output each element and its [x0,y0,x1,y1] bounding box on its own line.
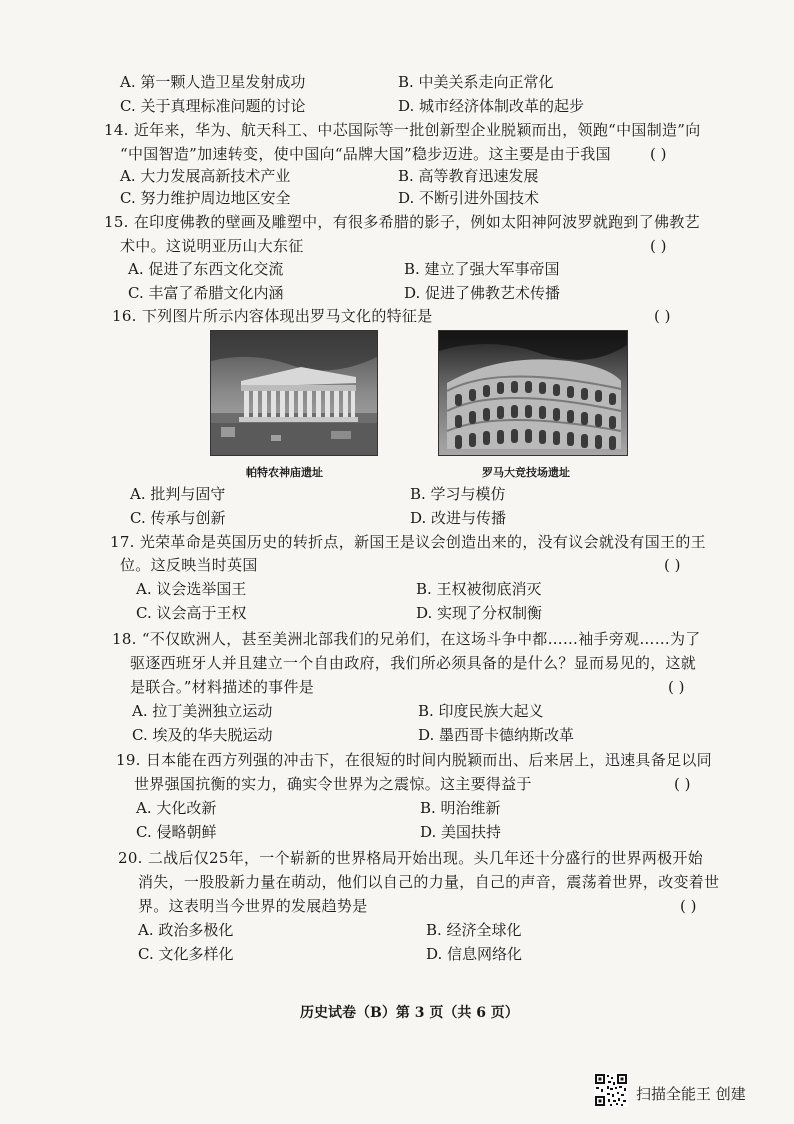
q17-answer-paren: ( ) [664,556,681,574]
q18-option-c: C. 埃及的华夫脱运动 [132,726,273,744]
q20-stem-line2: 消失，一股股新力量在萌动，他们以自己的力量，自己的声音，震荡着世界，改变着世 [138,873,720,891]
q15-stem-line2: 术中。这说明亚历山大东征 [120,237,304,255]
q18-answer-paren: ( ) [668,678,685,696]
q19-option-d: D. 美国扶持 [420,823,502,841]
q14-option-d: D. 不断引进外国技术 [398,189,540,207]
q16-option-a: A. 批判与固守 [130,485,226,503]
q17-option-a: A. 议会选举国王 [136,580,247,598]
q16-option-c: C. 传承与创新 [130,509,226,527]
q16-stem-line1: 16. 下列图片所示内容体现出罗马文化的特征是 [112,307,433,325]
q18-stem-line1: 18. “不仅欧洲人，甚至美洲北部我们的兄弟们，在这场斗争中都……袖手旁观……为了 [112,630,701,648]
q20-option-a: A. 政治多极化 [138,921,234,939]
q14-option-a: A. 大力发展高新技术产业 [120,167,291,185]
q19-stem-line2: 世界强国抗衡的实力，确实令世界为之震惊。这主要得益于 [134,775,532,793]
q15-stem-line1: 15. 在印度佛教的壁画及雕塑中，有很多希腊的影子，例如太阳神阿波罗就跑到了佛教艺 [104,213,700,231]
q16-option-d: D. 改进与传播 [410,509,507,527]
parthenon-illustration [211,331,377,455]
q19-answer-paren: ( ) [674,775,691,793]
q15-option-c: C. 丰富了希腊文化内涵 [128,284,284,302]
page-footer: 历史试卷（B）第 3 页（共 6 页） [300,1005,519,1021]
q17-option-b: B. 王权被彻底消灭 [416,580,542,598]
q20-option-d: D. 信息网络化 [426,945,523,963]
q20-option-c: C. 文化多样化 [138,945,234,963]
q20-option-b: B. 经济全球化 [426,921,522,939]
q14-stem-line2: “中国智造”加速转变，使中国向“品牌大国”稳步迈进。这主要是由于我国 [120,145,611,163]
qr-code-icon [594,1073,628,1107]
q17-option-c: C. 议会高于王权 [136,604,247,622]
q13-option-b: B. 中美关系走向正常化 [398,73,554,91]
q15-option-b: B. 建立了强大军事帝国 [404,260,560,278]
q18-option-a: A. 拉丁美洲独立运动 [132,702,273,720]
q20-stem-line1: 20. 二战后仅25年，一个崭新的世界格局开始出现。头几年还十分盛行的世界两极开始 [118,849,704,867]
q20-answer-paren: ( ) [680,897,697,915]
q14-option-b: B. 高等教育迅速发展 [398,167,539,185]
q18-stem-line3: 是联合。”材料描述的事件是 [130,678,315,696]
q17-option-d: D. 实现了分权制衡 [416,604,543,622]
colosseum-caption: 罗马大竞技场遗址 [482,466,570,479]
q19-option-c: C. 侵略朝鲜 [136,823,217,841]
q19-option-b: B. 明治维新 [420,799,501,817]
q13-option-c: C. 关于真理标准问题的讨论 [120,97,306,115]
q18-option-d: D. 墨西哥卡德纳斯改革 [418,726,575,744]
q13-option-d: D. 城市经济体制改革的起步 [398,97,585,115]
q20-stem-line3: 界。这表明当今世界的发展趋势是 [138,897,368,915]
scanner-watermark: 扫描全能王 创建 [636,1085,746,1103]
q18-option-b: B. 印度民族大起义 [418,702,544,720]
q15-answer-paren: ( ) [650,237,667,255]
q14-option-c: C. 努力维护周边地区安全 [120,189,291,207]
q14-answer-paren: ( ) [650,145,667,163]
q19-stem-line1: 19. 日本能在西方列强的冲击下，在很短的时间内脱颖而出、后来居上，迅速具备足以同 [116,751,712,769]
parthenon-photo [210,330,378,456]
q16-answer-paren: ( ) [654,307,671,325]
q15-option-a: A. 促进了东西文化交流 [128,260,284,278]
colosseum-photo [438,330,628,456]
q19-option-a: A. 大化改新 [136,799,217,817]
colosseum-illustration [439,331,627,455]
q16-option-b: B. 学习与模仿 [410,485,506,503]
q14-stem-line1: 14. 近年来，华为、航天科工、中芯国际等一批创新型企业脱颖而出，领跑“中国制造”向 [104,121,701,139]
parthenon-caption: 帕特农神庙遗址 [246,466,323,479]
q17-stem-line2: 位。这反映当时英国 [120,556,258,574]
q18-stem-line2: 驱逐西班牙人并且建立一个自由政府，我们所必须具备的是什么？显而易见的，这就 [130,654,697,672]
q17-stem-line1: 17. 光荣革命是英国历史的转折点，新国王是议会创造出来的，没有议会就没有国王的王 [110,533,706,551]
q15-option-d: D. 促进了佛教艺术传播 [404,284,561,302]
q13-option-a: A. 第一颗人造卫星发射成功 [120,73,306,91]
